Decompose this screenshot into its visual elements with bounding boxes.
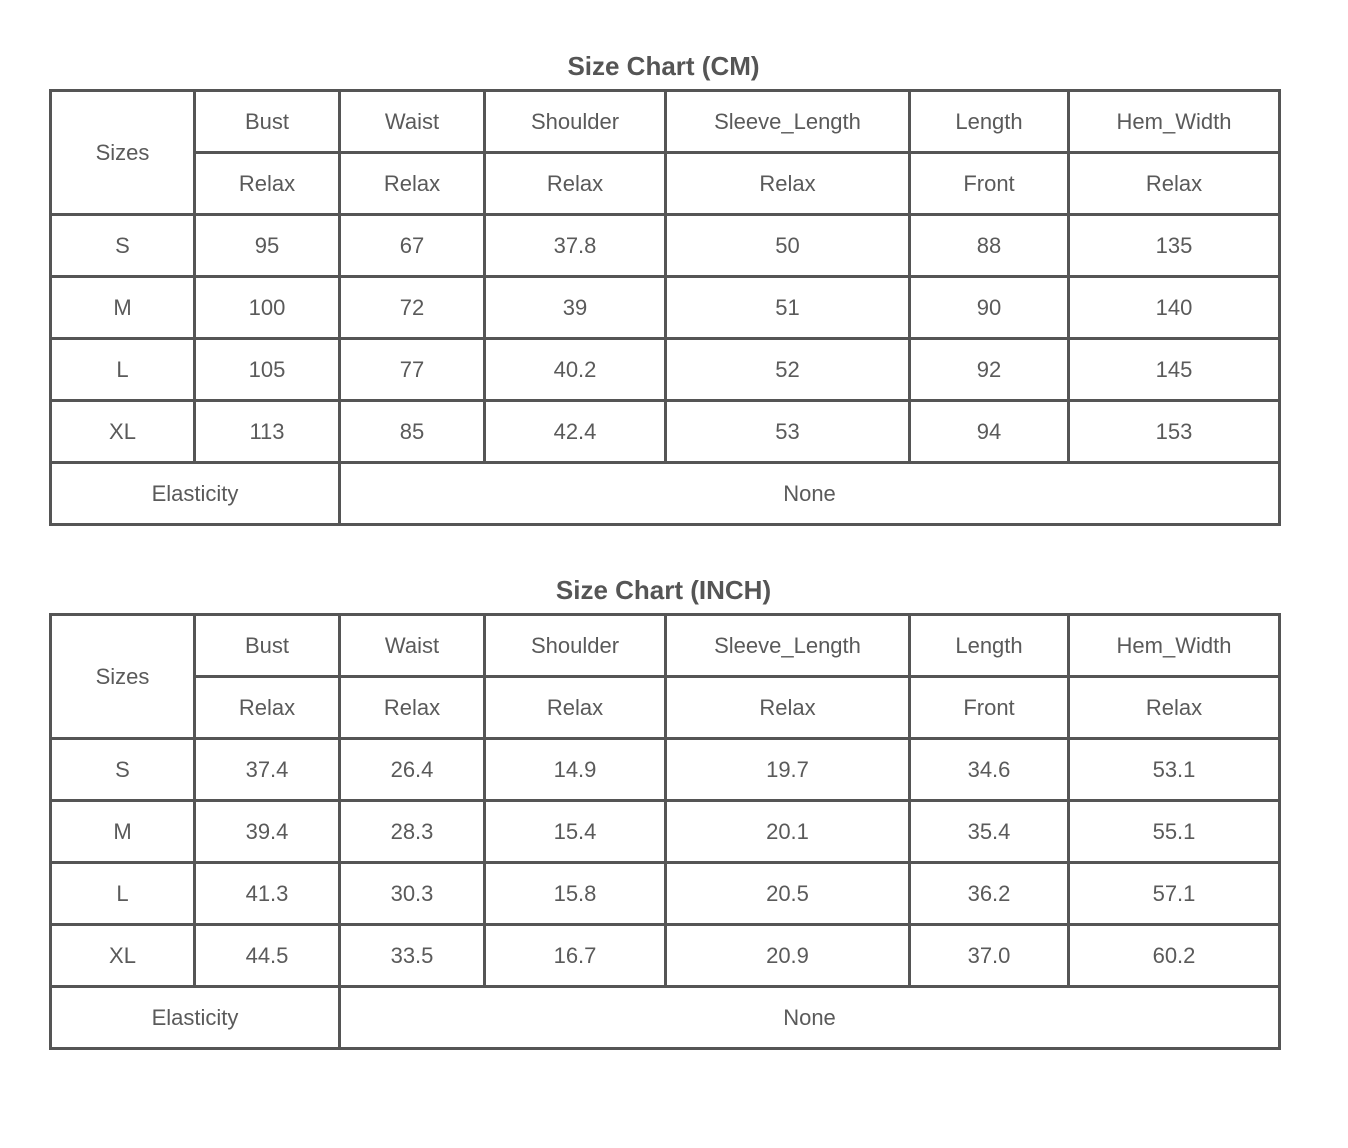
measurement-cell: 53 xyxy=(666,401,910,463)
column-header-cell: Sleeve_Length xyxy=(666,615,910,677)
column-header-cell: Shoulder xyxy=(485,615,666,677)
size-label-cell: M xyxy=(51,801,195,863)
measurement-cell: 26.4 xyxy=(340,739,485,801)
table-row xyxy=(51,739,1280,801)
measurement-cell: 19.7 xyxy=(666,739,910,801)
measurement-cell: 90 xyxy=(910,277,1069,339)
measurement-cell: 85 xyxy=(340,401,485,463)
size-chart-cm-table xyxy=(49,89,1281,526)
measurement-cell: 55.1 xyxy=(1069,801,1280,863)
column-subheader-cell: Front xyxy=(910,677,1069,739)
column-subheader-cell: Relax xyxy=(666,153,910,215)
measurement-cell: 67 xyxy=(340,215,485,277)
measurement-cell: 100 xyxy=(195,277,340,339)
header-row xyxy=(51,615,1280,677)
elasticity-value-cell: None xyxy=(340,987,1280,1049)
measurement-cell: 30.3 xyxy=(340,863,485,925)
measurement-cell: 34.6 xyxy=(910,739,1069,801)
table-row xyxy=(51,339,1280,401)
measurement-cell: 77 xyxy=(340,339,485,401)
measurement-cell: 37.4 xyxy=(195,739,340,801)
table-row xyxy=(51,801,1280,863)
elasticity-value-cell: None xyxy=(340,463,1280,525)
column-header-cell: Hem_Width xyxy=(1069,615,1280,677)
column-subheader-cell: Relax xyxy=(195,153,340,215)
measurement-cell: 37.8 xyxy=(485,215,666,277)
measurement-cell: 51 xyxy=(666,277,910,339)
measurement-cell: 20.5 xyxy=(666,863,910,925)
column-header-cell: Bust xyxy=(195,91,340,153)
column-subheader-cell: Relax xyxy=(485,153,666,215)
measurement-cell: 39.4 xyxy=(195,801,340,863)
measurement-cell: 95 xyxy=(195,215,340,277)
measurement-cell: 28.3 xyxy=(340,801,485,863)
size-label-cell: XL xyxy=(51,401,195,463)
subheader-row xyxy=(51,153,1280,215)
measurement-cell: 135 xyxy=(1069,215,1280,277)
size-label-cell: S xyxy=(51,215,195,277)
column-subheader-cell: Relax xyxy=(1069,153,1280,215)
measurement-cell: 14.9 xyxy=(485,739,666,801)
measurement-cell: 140 xyxy=(1069,277,1280,339)
column-header-cell: Waist xyxy=(340,91,485,153)
measurement-cell: 37.0 xyxy=(910,925,1069,987)
measurement-cell: 88 xyxy=(910,215,1069,277)
measurement-cell: 41.3 xyxy=(195,863,340,925)
column-subheader-cell: Relax xyxy=(666,677,910,739)
measurement-cell: 113 xyxy=(195,401,340,463)
column-subheader-cell: Relax xyxy=(195,677,340,739)
subheader-row xyxy=(51,677,1280,739)
column-header-cell: Length xyxy=(910,91,1069,153)
header-row xyxy=(51,91,1280,153)
measurement-cell: 15.8 xyxy=(485,863,666,925)
measurement-cell: 36.2 xyxy=(910,863,1069,925)
size-label-cell: XL xyxy=(51,925,195,987)
measurement-cell: 44.5 xyxy=(195,925,340,987)
size-chart-inch-title: Size Chart (INCH) xyxy=(555,575,772,605)
table-row xyxy=(51,277,1280,339)
measurement-cell: 16.7 xyxy=(485,925,666,987)
measurement-cell: 52 xyxy=(666,339,910,401)
measurement-cell: 20.1 xyxy=(666,801,910,863)
column-subheader-cell: Relax xyxy=(1069,677,1280,739)
column-header-cell: Shoulder xyxy=(485,91,666,153)
column-header-cell: Length xyxy=(910,615,1069,677)
measurement-cell: 53.1 xyxy=(1069,739,1280,801)
table-row xyxy=(51,215,1280,277)
measurement-cell: 60.2 xyxy=(1069,925,1280,987)
measurement-cell: 39 xyxy=(485,277,666,339)
size-label-cell: M xyxy=(51,277,195,339)
measurement-cell: 50 xyxy=(666,215,910,277)
measurement-cell: 153 xyxy=(1069,401,1280,463)
column-header-cell: Sleeve_Length xyxy=(666,91,910,153)
measurement-cell: 40.2 xyxy=(485,339,666,401)
measurement-cell: 42.4 xyxy=(485,401,666,463)
column-header-cell: Hem_Width xyxy=(1069,91,1280,153)
table-row xyxy=(51,925,1280,987)
measurement-cell: 145 xyxy=(1069,339,1280,401)
measurement-cell: 72 xyxy=(340,277,485,339)
sizes-header-cell: Sizes xyxy=(51,91,195,215)
size-label-cell: S xyxy=(51,739,195,801)
sizes-header-cell: Sizes xyxy=(51,615,195,739)
elasticity-label-cell: Elasticity xyxy=(51,987,340,1049)
size-label-cell: L xyxy=(51,863,195,925)
column-header-cell: Waist xyxy=(340,615,485,677)
measurement-cell: 15.4 xyxy=(485,801,666,863)
measurement-cell: 105 xyxy=(195,339,340,401)
table-row xyxy=(51,863,1280,925)
measurement-cell: 57.1 xyxy=(1069,863,1280,925)
measurement-cell: 94 xyxy=(910,401,1069,463)
size-chart-inch-table xyxy=(49,613,1281,1050)
elasticity-label-cell: Elasticity xyxy=(51,463,340,525)
column-subheader-cell: Relax xyxy=(485,677,666,739)
elasticity-row xyxy=(51,987,1280,1049)
size-label-cell: L xyxy=(51,339,195,401)
elasticity-row xyxy=(51,463,1280,525)
table-row xyxy=(51,401,1280,463)
column-header-cell: Bust xyxy=(195,615,340,677)
column-subheader-cell: Front xyxy=(910,153,1069,215)
column-subheader-cell: Relax xyxy=(340,677,485,739)
size-chart-cm-title: Size Chart (CM) xyxy=(567,51,760,81)
measurement-cell: 20.9 xyxy=(666,925,910,987)
measurement-cell: 35.4 xyxy=(910,801,1069,863)
column-subheader-cell: Relax xyxy=(340,153,485,215)
measurement-cell: 33.5 xyxy=(340,925,485,987)
measurement-cell: 92 xyxy=(910,339,1069,401)
